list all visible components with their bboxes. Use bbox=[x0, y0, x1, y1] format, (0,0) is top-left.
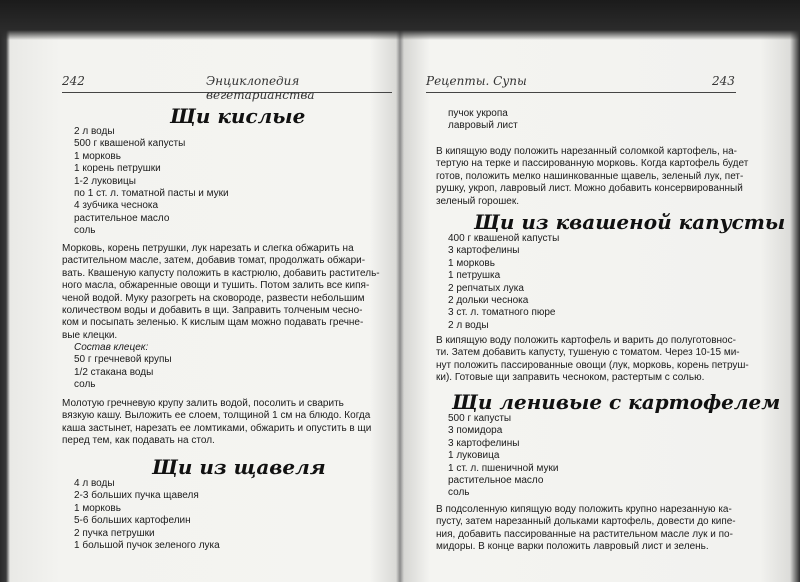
text-line: вать. Квашеную капусту положить в кастрюлю, добавить раститель- bbox=[62, 267, 380, 279]
left-page bbox=[10, 0, 398, 582]
ingredient: растительное масло bbox=[448, 474, 544, 486]
text-line: ти. Затем добавить капусту, тушеную с томатом. Через 10-15 ми- bbox=[436, 347, 740, 359]
text-line: Морковь, корень петрушки, лук нарезать и слегка обжарить на bbox=[62, 243, 354, 254]
ingredient: 1 петрушка bbox=[448, 270, 501, 282]
text-line: тертую на терке и пассированную морковь. Когда картофель будет bbox=[436, 158, 749, 170]
method-klecki bbox=[62, 398, 371, 448]
left-running-header: Энциклопедия вегетарианства bbox=[206, 74, 315, 102]
ingredient: соль bbox=[448, 487, 470, 499]
text-line: нут положить пассированные овощи (лук, морковь, корень петруш- bbox=[436, 359, 749, 371]
ingredient: 2-3 больших пучка щавеля bbox=[74, 490, 199, 502]
ingredient: 500 г квашеной капусты bbox=[74, 138, 186, 150]
text-line: рушку, укроп, лавровый лист. Можно добавить консервированный bbox=[436, 183, 743, 195]
ingredient: 3 ст. л. томатного пюре bbox=[448, 307, 556, 319]
ingredient: 3 картофелины bbox=[448, 437, 520, 449]
ingredient: пучок укропа bbox=[448, 108, 508, 119]
text-line: вязкую кашу. Выложить ее слоем, толщиной 1 см на блюдо. Когда bbox=[62, 410, 371, 422]
text-line: ком и посыпать зеленью. К кислым щам можно подавать гречне- bbox=[62, 317, 364, 329]
ingredient: лавровый лист bbox=[448, 120, 518, 132]
text-line: мидоры. В конце варки положить лавровый лист и зелень. bbox=[436, 541, 709, 553]
text-line: пусту, затем нарезанный дольками картофель, довести до кипе- bbox=[436, 516, 736, 528]
ingredient: 1 морковь bbox=[74, 150, 121, 162]
text-line: каша застынет, нарезать ее ломтиками, обжарить и опустить в щи bbox=[62, 422, 372, 434]
recipe-title-shchi-lenivye: Щи ленивые с картофелем bbox=[452, 390, 781, 414]
ingredient: 50 г гречневой крупы bbox=[74, 354, 172, 366]
klecki-block bbox=[74, 342, 172, 392]
ingredient: 1 луковица bbox=[448, 450, 500, 462]
ingredient: 2 дольки чеснока bbox=[448, 294, 529, 306]
ingredient: растительное масло bbox=[74, 212, 170, 224]
text-line: ного масла, обжаренные овощи и тушить. Потом залить все кипя- bbox=[62, 280, 370, 292]
ingredient: 2 л воды bbox=[74, 126, 115, 137]
recipe-title-shchi-iz-kvashenoy: Щи из квашеной капусты bbox=[474, 210, 786, 234]
ingredient: 5-6 больших картофелин bbox=[74, 515, 191, 527]
ingredient: 500 г капусты bbox=[448, 413, 512, 424]
ingredients-shchi-iz-shchavelya bbox=[74, 478, 220, 552]
text-line: растительном масле, затем, добавив томат, продолжать обжари- bbox=[62, 255, 366, 267]
text-line: готов, положить мелко нашинкованные щавель, зеленый лук, пет- bbox=[436, 170, 744, 182]
ingredient: 400 г квашеной капусты bbox=[448, 233, 560, 244]
ingredient: соль bbox=[74, 225, 96, 237]
method-shchi-kislye bbox=[62, 243, 380, 342]
ingredient: 1-2 луковицы bbox=[74, 175, 136, 187]
right-page bbox=[402, 0, 790, 582]
text-line: вые клецки. bbox=[62, 329, 118, 341]
method-shchi-iz-shchavelya bbox=[436, 146, 748, 208]
recipe-title-shchi-kislye: Щи кислые bbox=[170, 104, 306, 128]
right-page-number: 243 bbox=[712, 74, 735, 88]
ingredient: 3 помидора bbox=[448, 425, 503, 437]
ingredient: 3 картофелины bbox=[448, 245, 520, 257]
ingredient: соль bbox=[74, 379, 96, 391]
ingredient: 1 корень петрушки bbox=[74, 163, 161, 175]
ingredient: 1 морковь bbox=[74, 502, 121, 514]
ingredient: 1 морковь bbox=[448, 257, 495, 269]
ingredient: 2 л воды bbox=[448, 319, 489, 331]
left-page-number: 242 bbox=[62, 74, 85, 88]
text-line: зеленый горошек. bbox=[436, 195, 520, 207]
left-header-rule bbox=[62, 92, 392, 93]
ingredients-continued bbox=[448, 108, 518, 133]
ingredient: 1 ст. л. пшеничной муки bbox=[448, 462, 559, 474]
ingredient: 4 л воды bbox=[74, 478, 115, 489]
text-line: В кипящую воду положить нарезанный соломкой картофель, на- bbox=[436, 146, 737, 157]
text-line: В подсоленную кипящую воду положить крупно нарезанную ка- bbox=[436, 504, 732, 515]
text-line: ченой водой. Муку разогреть на сковороде, развести небольшим bbox=[62, 292, 365, 304]
ingredients-shchi-lenivye bbox=[448, 413, 558, 500]
text-line: В кипящую воду положить картофель и варить до полуготовнос- bbox=[436, 335, 736, 346]
text-line: количеством воды и добавить в щи. Заправить толченым чесно- bbox=[62, 304, 363, 316]
right-running-header: Рецепты. Супы bbox=[426, 74, 527, 88]
recipe-title-shchi-iz-shchavelya: Щи из щавеля bbox=[152, 455, 326, 479]
ingredient: по 1 ст. л. томатной пасты и муки bbox=[74, 187, 229, 199]
method-shchi-lenivye bbox=[436, 504, 736, 554]
text-line: ния, добавить пассированные на растительном масле лук и по- bbox=[436, 528, 733, 540]
ingredient: 1 большой пучок зеленого лука bbox=[74, 539, 220, 551]
ingredients-shchi-kislye bbox=[74, 126, 229, 238]
text-line: перед тем, как подавать на стол. bbox=[62, 435, 215, 447]
method-shchi-iz-kvashenoy bbox=[436, 335, 749, 385]
text-line: Молотую гречневую крупу залить водой, посолить и сварить bbox=[62, 398, 344, 409]
ingredients-shchi-iz-kvashenoy bbox=[448, 233, 559, 332]
right-header-rule bbox=[426, 92, 736, 93]
ingredient: 2 репчатых лука bbox=[448, 282, 524, 294]
text-line: ки). Готовые щи заправить чесноком, растертым с солью. bbox=[436, 372, 705, 384]
ingredient: 4 зубчика чеснока bbox=[74, 200, 159, 212]
klecki-title: Состав клецек: bbox=[74, 342, 149, 353]
ingredient: 2 пучка петрушки bbox=[74, 527, 155, 539]
ingredient: 1/2 стакана воды bbox=[74, 366, 154, 378]
